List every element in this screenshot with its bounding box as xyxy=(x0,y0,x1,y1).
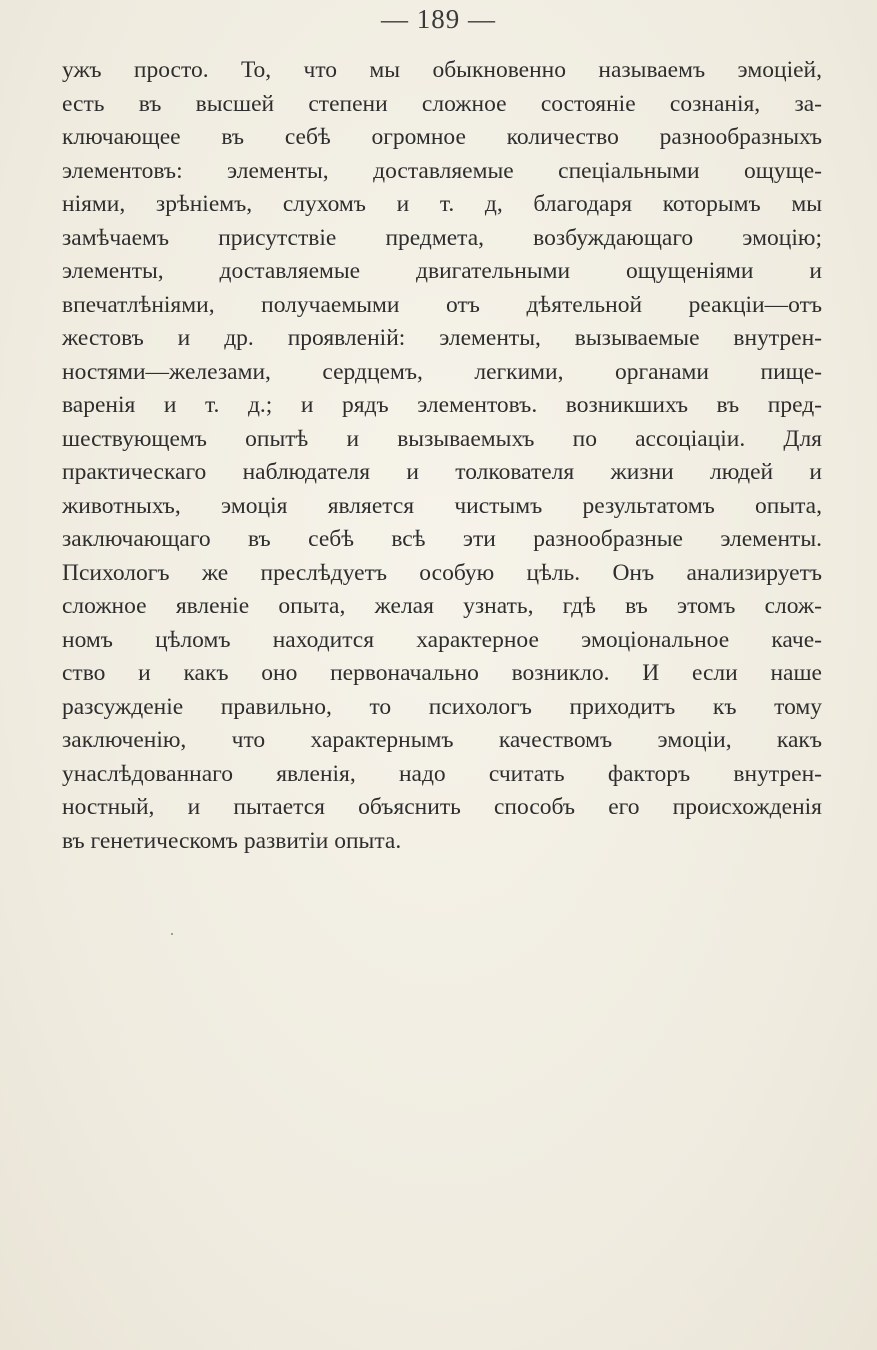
paper-speck xyxy=(171,933,173,935)
text-line: разсужденіе правильно, то психологъ приходитъ къ тому xyxy=(62,693,822,720)
text-line: элементовъ: элементы, доставляемые спеціальными ощуще- xyxy=(62,157,822,184)
text-line: практическаго наблюдателя и толкователя жизни людей и xyxy=(62,459,822,485)
text-line: ностями—железами, сердцемъ, легкими, органами пище- xyxy=(62,358,822,385)
text-line: унаслѣдованнаго явленія, надо считать факторъ внутрен- xyxy=(62,760,822,787)
text-line: жестовъ и др. проявленій: элементы, вызываемые внутрен- xyxy=(62,325,822,351)
text-line: шествующемъ опытѣ и вызываемыхъ по ассоціаціи. Для xyxy=(62,425,822,452)
body-text xyxy=(62,54,822,858)
text-line: ностный, и пытается объяснить способъ его происхожденія xyxy=(62,794,822,820)
text-line: варенія и т. д.; и рядъ элементовъ. возникшихъ въ пред- xyxy=(62,392,822,418)
text-line: сложное явленіе опыта, желая узнать, гдѣ въ этомъ слож- xyxy=(62,593,822,619)
text-line: Психологъ же преслѣдуетъ особую цѣль. Онъ анализируетъ xyxy=(62,559,822,586)
text-line: животныхъ, эмоція является чистымъ результатомъ опыта, xyxy=(62,492,822,519)
text-line: въ генетическомъ развитіи опыта. xyxy=(62,827,402,854)
text-line: ключающее въ себѣ огромное количество разнообразныхъ xyxy=(62,124,822,150)
text-line: ніями, зрѣніемъ, слухомъ и т. д, благодаря которымъ мы xyxy=(62,191,822,217)
text-line: замѣчаемъ присутствіе предмета, возбуждающаго эмоцію; xyxy=(62,224,822,251)
page-number: — 189 — xyxy=(381,4,496,34)
text-line: элементы, доставляемые двигательными ощущеніями и xyxy=(62,258,822,284)
text-line: заключенію, что характернымъ качествомъ эмоціи, какъ xyxy=(62,727,822,753)
text-line: ство и какъ оно первоначально возникло. И если наше xyxy=(62,660,822,686)
text-line: номъ цѣломъ находится характерное эмоціональное каче- xyxy=(62,626,822,653)
text-line: заключающаго въ себѣ всѣ эти разнообразные элементы. xyxy=(62,526,822,552)
text-line: есть въ высшей степени сложное состояніе сознанія, за- xyxy=(62,90,822,117)
text-line: ужъ просто. То, что мы обыкновенно называемъ эмоціей, xyxy=(62,57,822,83)
text-line: впечатлѣніями, получаемыми отъ дѣятельной реакціи—отъ xyxy=(62,291,822,318)
